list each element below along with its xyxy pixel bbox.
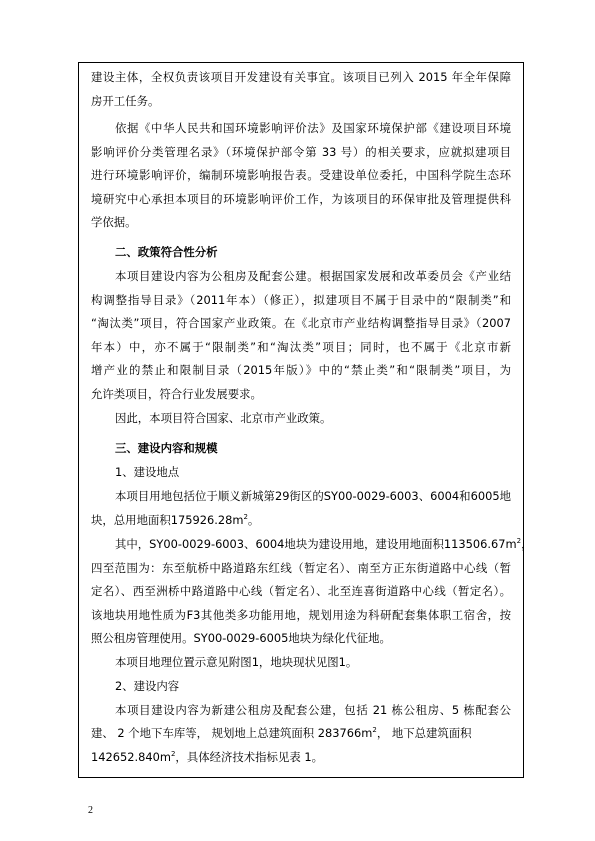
text-line: 年本）中，亦不属于“限制类”和“淘汰类”项目；同时，也不属于《北京市新 bbox=[91, 340, 511, 354]
text-line: 本项目地理位置示意见附图1，地块现状见图1。 bbox=[115, 655, 358, 669]
text-line: 允许类项目，符合行业发展要求。 bbox=[91, 387, 262, 401]
text-line: 定名）、西至洲桥中路道路中心线（暂定名）、北至连喜街道路中心线（暂定名）。 bbox=[91, 584, 511, 598]
text-line: 进行环境影响评价，编制环境影响报告表。受建设单位委托，中国科学院生态环 bbox=[91, 168, 511, 182]
text-line: 照公租房管理使用。SY00-0029-6005地块为绿化代征地。 bbox=[91, 631, 391, 645]
text-line: 因此，本项目符合国家、北京市产业政策。 bbox=[115, 411, 332, 425]
text-line: $142652.840m^2$，具体经济技术指标见表 1。 bbox=[91, 750, 323, 764]
text-line: 本项目建设内容为新建公租房及配套公建，包括 21 栋公租房、5 栋配套公 bbox=[115, 703, 511, 717]
section-heading: 二、政策符合性分析 bbox=[115, 245, 218, 259]
subsection-heading: 2、建设内容 bbox=[115, 679, 180, 693]
text-line: 该地块用地性质为F3其他类多功能用地，规划用途为科研配套集体职工宿舍，按 bbox=[91, 608, 511, 622]
text-line: 房开工任务。 bbox=[91, 94, 160, 108]
text-line: 建、 2 个地下车库等， 规划地上总建筑面积 $283766m^2$， 地下总建筑面积 bbox=[91, 726, 472, 740]
text-line: 其中，SY00-0029-6003、6004地块为建设用地，建设用地面积$113506.67m^2$， bbox=[115, 537, 533, 551]
text-line: 块，总用地面积$175926.28m^2$。 bbox=[91, 513, 260, 527]
text-line: 建设主体，全权负责该项目开发建设有关事宜。该项目已列入 2015 年全年保障 bbox=[91, 70, 511, 84]
text-line: “淘汰类”项目，符合国家产业政策。在《北京市产业结构调整指导目录》（2007 bbox=[91, 316, 511, 330]
text-line: 依据《中华人民共和国环境影响评价法》及国家环境保护部《建设项目环境 bbox=[115, 121, 511, 135]
text-line: 增产业的禁止和限制目录（2015年版）》中的“禁止类”和“限制类”项目，为 bbox=[91, 363, 511, 377]
text-line: 四至范围为：东至航桥中路道路东红线（暂定名）、南至方正东街道路中心线（暂 bbox=[91, 561, 511, 575]
text-line: 构调整指导目录》（2011年本）（修正），拟建项目不属于目录中的“限制类”和 bbox=[91, 293, 511, 307]
subsection-heading: 1、建设地点 bbox=[115, 465, 180, 479]
text-line: 影响评价分类管理名录》（环境保护部令第 33 号）的相关要求，应就拟建项目 bbox=[91, 145, 511, 159]
text-line: 本项目建设内容为公租房及配套公建。根据国家发展和改革委员会《产业结 bbox=[115, 269, 511, 283]
page-number: 2 bbox=[88, 805, 93, 816]
section-heading: 三、建设内容和规模 bbox=[115, 441, 218, 455]
text-line: 本项目用地包括位于顺义新城第29街区的SY00-0029-6003、6004和6005地 bbox=[115, 489, 511, 503]
text-line: 境研究中心承担本项目的环境影响评价工作，为该项目的环保审批及管理提供科 bbox=[91, 192, 511, 206]
text-line: 学依据。 bbox=[91, 215, 137, 229]
